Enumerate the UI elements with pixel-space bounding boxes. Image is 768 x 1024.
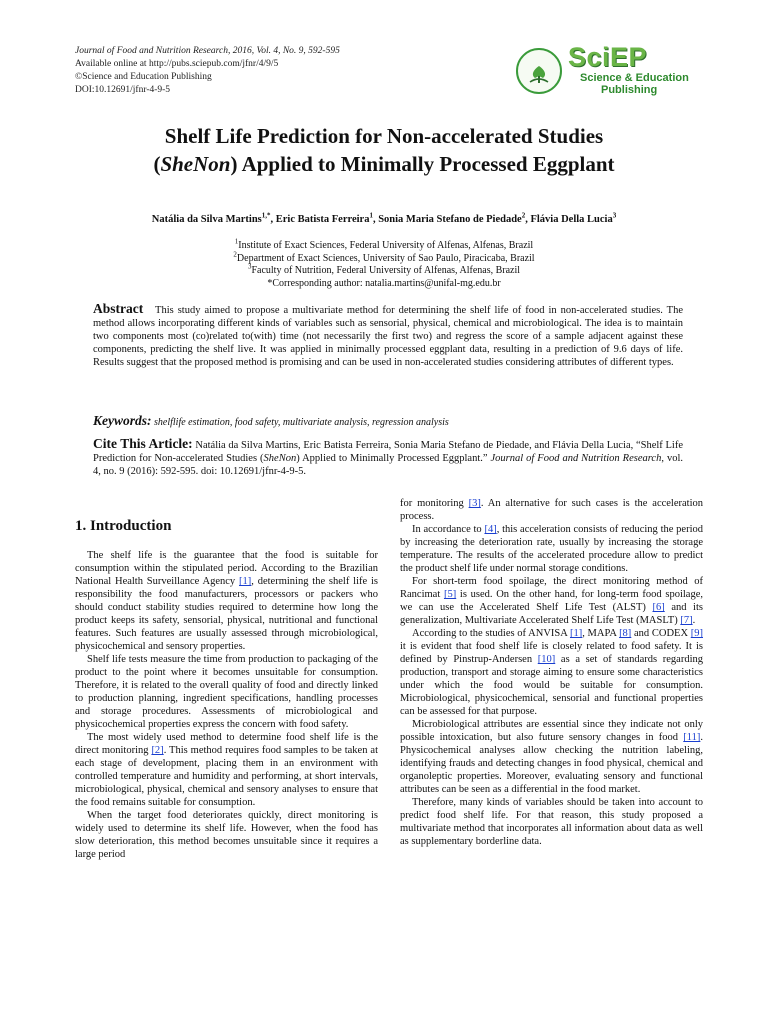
reference-link[interactable]: [4] — [484, 524, 497, 535]
affiliation-2-sup: 2 — [233, 250, 237, 259]
cite-shenon: SheNon — [263, 453, 297, 464]
paragraph: Therefore, many kinds of variables should be taken into account to predict food shelf life. For that reason, this study proposed a multivariate method that incorporates all information about data as well as supplementary borderline data. — [400, 797, 703, 847]
author-2: , Eric Batista Ferreira — [270, 214, 370, 225]
text-run: The shelf life is the guarantee that the food is suitable for consumption within the stipulated period. According to the Brazilian National Health Surveillance Agency — [75, 550, 378, 587]
abstract — [93, 302, 683, 369]
text-run: , MAPA — [582, 628, 620, 639]
author-list — [40, 211, 728, 225]
abstract-label: Abstract — [93, 301, 144, 316]
reference-link[interactable]: [6] — [652, 602, 665, 613]
cite-this-article — [93, 437, 683, 478]
paragraph — [400, 627, 703, 718]
paragraph — [400, 523, 703, 575]
copyright-line: ©Science and Education Publishing — [75, 72, 212, 82]
title-open-paren: ( — [153, 152, 161, 176]
reference-link[interactable]: [10] — [537, 654, 556, 665]
affiliations — [40, 237, 728, 290]
affiliation-3 — [40, 262, 728, 278]
text-run: According to the studies of ANVISA — [412, 628, 570, 639]
reference-link[interactable]: [7] — [680, 615, 693, 626]
paragraph — [75, 731, 378, 809]
text-run: and CODEX — [631, 628, 691, 639]
reference-link[interactable]: [11] — [683, 732, 701, 743]
section-heading-introduction: 1. Introduction — [75, 518, 172, 534]
title-shenon: SheNon — [160, 152, 231, 176]
author-1: Natália da Silva Martins — [151, 214, 262, 225]
paragraph — [75, 549, 378, 653]
author-3: , Sonia Maria Stefano de Piedade — [372, 214, 522, 225]
tree-icon — [527, 64, 551, 86]
sciep-logo — [516, 42, 701, 98]
affiliation-3-sup: 3 — [247, 262, 252, 271]
text-run: , determining the shelf life is responsibility the food manufacturers, processors or packers who should conduct stability studies required to determine how long the product keeps its safety, sensorial, physical, nutritional and functional features. Such features are usually assessed through microbiological, physicochemical and sensory properties. — [75, 576, 378, 652]
logo-tagline-2: Publishing — [601, 84, 658, 96]
reference-link[interactable]: [2] — [151, 745, 164, 756]
doi-line[interactable]: DOI:10.12691/jfnr-4-9-5 — [75, 85, 171, 95]
left-column — [75, 549, 378, 861]
author-1-sup: 1,* — [261, 211, 271, 220]
text-run: and its generalization, Multivariate Accelerated Shelf Life Test (MASLT) — [400, 602, 703, 626]
right-column — [400, 497, 703, 848]
reference-link[interactable]: [9] — [690, 628, 703, 639]
text-run: it is evident that food shelf life is closely related to food safety. It is defined by Pinstrup-Andersen — [400, 641, 703, 665]
text-run: In accordance to — [412, 524, 485, 535]
text-run: . — [692, 615, 696, 626]
logo-wordmark: SciEP — [568, 42, 648, 72]
text-run: Microbiological attributes are essential since they indicate not only possible intoxication, but also future sensory changes in food — [400, 719, 703, 743]
cite-part-3: , vol. 4, no. 9 (2016): 592-595. doi: 10.12691/jfnr-4-9-5. — [93, 453, 684, 477]
keywords-label: Keywords: — [93, 413, 152, 428]
abstract-text: This study aimed to propose a multivariate method for determining the shelf life of food in non-accelerated studies. The method allows incorporating different kinds of variables such as sensorial, physical, chemical and microbiological. The idea is to maintain two components most (co)related to(with) time (not necessarily the first two) and regress the score of a sample adjacent against these components, predicting the shelf live. It was applied in minimally processed eggplant data, resulting in a prediction of 9.6 days of life. Results suggest that the proposed method is promising and can be used in non-accelerated studies considering attributes of different types. — [93, 305, 684, 368]
affiliation-3-text: Faculty of Nutrition, Federal University of Alfenas, Alfenas, Brazil — [251, 265, 521, 276]
title-line-1: Shelf Life Prediction for Non-accelerated Studies — [164, 124, 604, 148]
logo-emblem — [516, 48, 562, 94]
paragraph: When the target food deteriorates quickly, direct monitoring is widely used to determine its shelf life. However, when the food has slow deterioration, this method becomes unsuitable since it requires a large period — [75, 810, 378, 860]
text-run: . An alternative for such cases is the acceleration process. — [400, 498, 703, 522]
affiliation-1-sup: 1 — [234, 237, 239, 246]
reference-link[interactable]: [5] — [443, 589, 457, 600]
affiliation-1-text: Institute of Exact Sciences, Federal University of Alfenas, Alfenas, Brazil — [238, 240, 534, 251]
article-title — [40, 122, 728, 178]
affiliation-2-text: Department of Exact Sciences, University of Sao Paulo, Piracicaba, Brazil — [236, 252, 535, 264]
keywords-text: shelflife estimation, food safety, multivariate analysis, regression analysis — [154, 417, 449, 428]
paragraph — [400, 497, 703, 523]
online-url-line[interactable]: Available online at http://pubs.sciepub.com/jfnr/4/9/5 — [75, 59, 279, 69]
author-4-sup: 3 — [612, 211, 617, 220]
reference-link[interactable]: [1] — [569, 628, 583, 639]
text-run: . This method requires food samples to be taken at each stage of development, placing them in an environment with controlled temperature and humidity and performing, at short intervals, microbiological, physical, chemical and sensory analyses to ensure that the food remains suitable for consumption. — [75, 745, 378, 808]
text-run: . Physicochemical analyses allow checking the nutrition labeling, identifying frauds and detecting changes in food physical, chemical and organoleptic properties. Moreover, evaluating sensory and functional attributes can be seen as a differential in the food market. — [400, 732, 703, 795]
corresponding-author[interactable]: *Corresponding author: natalia.martins@unifal-mg.edu.br — [267, 277, 501, 289]
title-line-2: ) Applied to Minimally Processed Eggplant — [230, 152, 615, 176]
journal-citation-line: Journal of Food and Nutrition Research, 2016, Vol. 4, No. 9, 592-595 — [75, 46, 340, 56]
text-run: as a set of standards regarding production, transport and storage aiming to ensure some characteristics under which the food would be suitable for consumption. Microbiological, physicochemical, sensorial and functional properties can be assessed for that purpose. — [400, 654, 703, 717]
cite-part-2: ) Applied to Minimally Processed Eggplant.” — [296, 453, 491, 464]
paragraph: Shelf life tests measure the time from production to packaging of the product to the point where it becomes unsuitable for consumption. Therefore, it is related to the overall quality of food and directly linked to production planning, ingredient specifications, handling processes and storage procedures. Assessments of microbiological and physicochemical properties express the concern with food safety. — [75, 654, 378, 730]
text-run: , this acceleration consists of reducing the period by increasing the deterioration rate, usually by increasing the storage temperature. The results of the accelerated procedure allow to predict the product shelf life under normal storage conditions. — [400, 524, 703, 574]
paragraph — [400, 575, 703, 627]
affiliation-2 — [40, 250, 728, 266]
text-run: is used. On the other hand, for long-term food spoilage, we can use the Accelerated Shelf Life Test (ALST) — [400, 589, 703, 613]
cite-label: Cite This Article: — [93, 436, 193, 451]
author-4: , Flávia Della Lucia — [525, 214, 613, 225]
affiliation-1 — [40, 237, 728, 253]
reference-link[interactable]: [8] — [619, 628, 632, 639]
text-run: for monitoring — [400, 498, 469, 509]
keywords — [93, 413, 683, 429]
paragraph — [400, 718, 703, 796]
author-2-sup: 1 — [369, 211, 373, 220]
author-3-sup: 2 — [521, 211, 526, 220]
text-run: For short-term food spoilage, the direct monitoring method of Rancimat — [400, 576, 703, 600]
cite-journal: Journal of Food and Nutrition Research — [490, 453, 662, 464]
journal-meta — [75, 45, 340, 97]
text-run: The most widely used method to determine food shelf life is the direct monitoring — [75, 732, 378, 756]
logo-tagline-1: Science & Education — [580, 72, 689, 84]
reference-link[interactable]: [3] — [468, 498, 481, 509]
reference-link[interactable]: [1] — [239, 576, 252, 587]
cite-part-1: Natália da Silva Martins, Eric Batista Ferreira, Sonia Maria Stefano de Piedade, and Flávia Della Lucia, “Shelf Life Prediction for Non-accelerated Studies ( — [93, 440, 684, 464]
